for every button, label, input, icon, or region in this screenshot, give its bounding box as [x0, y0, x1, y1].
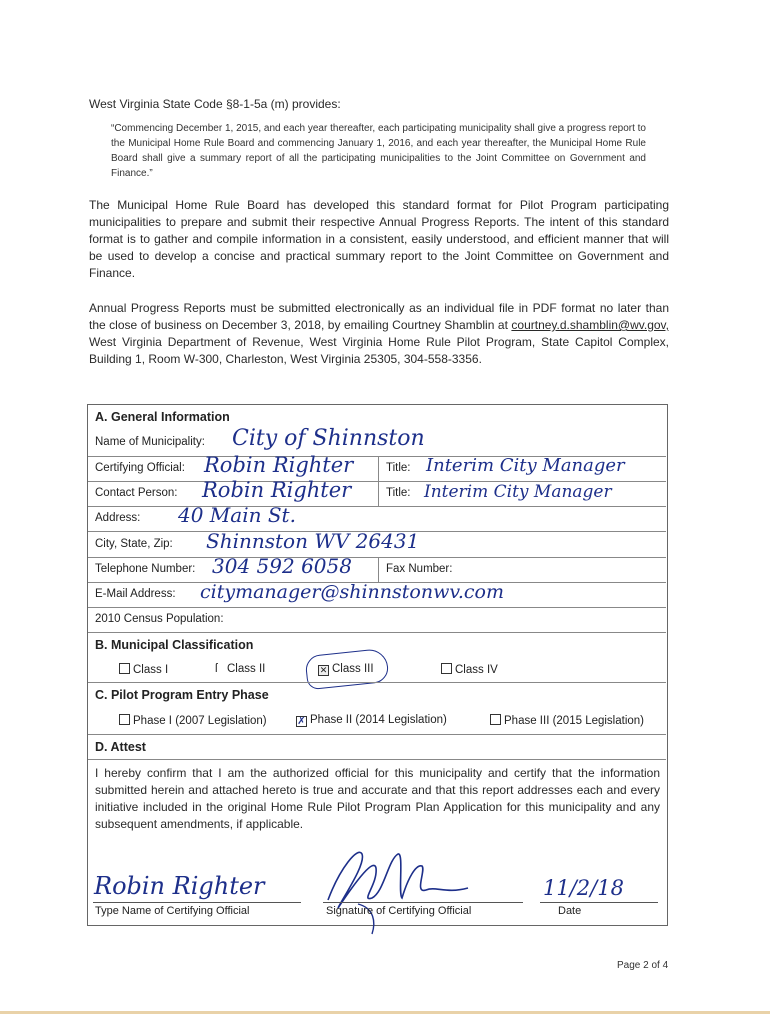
- submission-text-b: West Virginia Department of Revenue, West Virginia Home Rule Pilot Program, State Capitol Complex, Building 1, Room W-300, Charleston, West Virginia 25305, 304-558-3356.: [89, 335, 669, 366]
- row-divider: [88, 632, 666, 633]
- signature-caption: Signature of Certifying Official: [326, 905, 472, 917]
- section-b-heading: B. Municipal Classification: [95, 638, 254, 652]
- attest-text: I hereby confirm that I am the authorized official for this municipality and certify that the information submitted herein and attached hereto is true and accurate and that this report addresses each and every initiative included in the original Home Rule Pilot Program Plan Application for this municipality and any subsequent amendments, if applicable.: [95, 766, 660, 831]
- column-divider: [378, 557, 379, 582]
- class3-label: Class III: [332, 663, 374, 675]
- email-value[interactable]: citymanager@shinnstonwv.com: [200, 581, 504, 603]
- phase3-label: Phase III (2015 Legislation): [504, 715, 645, 727]
- title-label-1: Title:: [386, 462, 411, 474]
- class1-label: Class I: [133, 664, 169, 676]
- submission-text-a: Annual Progress Reports must be submitted electronically as an individual file in PDF format no later than the close of business on December 3, 2018, by emailing Courtney Shamblin at: [89, 301, 669, 332]
- row-divider: [88, 759, 666, 760]
- address-label: Address:: [95, 512, 141, 524]
- section-d-heading: D. Attest: [95, 740, 146, 754]
- phase2-checkbox-checked[interactable]: ✗: [297, 716, 306, 727]
- city-state-zip-label: City, State, Zip:: [95, 538, 173, 550]
- contact-person-label: Contact Person:: [95, 487, 178, 499]
- phase2-option[interactable]: [296, 714, 447, 727]
- submission-paragraph: [89, 300, 669, 368]
- contact-person-value[interactable]: Robin Righter: [202, 478, 352, 502]
- name-caption: Type Name of Certifying Official: [95, 905, 250, 917]
- fax-label: Fax Number:: [386, 563, 453, 575]
- name-signature-line: [93, 902, 301, 903]
- class1-checkbox[interactable]: [119, 663, 130, 674]
- phase1-checkbox[interactable]: [119, 714, 130, 725]
- title-value-2[interactable]: Interim City Manager: [424, 482, 612, 502]
- class2-label: Class II: [227, 663, 266, 675]
- date-line: [540, 902, 658, 903]
- phase1-label: Phase I (2007 Legislation): [133, 715, 267, 727]
- census-population-label: 2010 Census Population:: [95, 613, 224, 625]
- intro-paragraph: The Municipal Home Rule Board has developed this standard format for Pilot Program participating municipalities to prepare and submit their respective Annual Progress Reports. The intent of this standard format is to gather and compile information in a consistent, easily understood, and efficient manner that will be used to develop a concise and practical summary report to the Joint Committee on Government and Finance.: [89, 198, 669, 280]
- class1-option[interactable]: [119, 663, 168, 676]
- email-label: E-Mail Address:: [95, 588, 176, 600]
- class2-option[interactable]: [215, 663, 265, 675]
- page-number: Page 2 of 4: [617, 960, 669, 971]
- official-name-value[interactable]: Robin Righter: [94, 872, 265, 900]
- email-link[interactable]: courtney.d.shamblin@wv.gov,: [511, 318, 669, 332]
- signature-mark: [318, 838, 478, 938]
- phase1-option[interactable]: [119, 714, 267, 727]
- city-state-zip-value[interactable]: Shinnston WV 26431: [206, 529, 420, 553]
- date-value[interactable]: 11/2/18: [543, 876, 624, 900]
- section-c-heading: C. Pilot Program Entry Phase: [95, 688, 269, 702]
- telephone-label: Telephone Number:: [95, 563, 196, 575]
- class4-label: Class IV: [455, 664, 498, 676]
- phase2-label: Phase II (2014 Legislation): [310, 714, 447, 726]
- telephone-value[interactable]: 304 592 6058: [212, 554, 352, 578]
- address-value[interactable]: 40 Main St.: [178, 503, 296, 527]
- title-label-2: Title:: [386, 487, 411, 499]
- signature-line: [323, 902, 523, 903]
- code-title: West Virginia State Code §8-1-5a (m) provides:: [89, 97, 341, 111]
- class4-option[interactable]: [441, 663, 498, 676]
- municipality-value[interactable]: City of Shinnston: [232, 426, 425, 451]
- bottom-edge-band: [0, 1011, 770, 1014]
- phase3-option[interactable]: [490, 714, 644, 727]
- municipality-label: Name of Municipality:: [95, 436, 205, 448]
- phase3-checkbox[interactable]: [490, 714, 501, 725]
- date-caption: Date: [558, 905, 582, 917]
- section-a-heading: A. General Information: [95, 410, 230, 424]
- certifying-official-label: Certifying Official:: [95, 462, 185, 474]
- row-divider: [88, 734, 666, 735]
- title-value-1[interactable]: Interim City Manager: [426, 455, 625, 476]
- certifying-official-value[interactable]: Robin Righter: [204, 453, 354, 477]
- row-divider: [88, 557, 666, 558]
- class2-checkbox-mark[interactable]: ſ: [215, 663, 218, 675]
- row-divider: [88, 607, 666, 608]
- row-divider: [88, 682, 666, 683]
- class3-checkbox-checked[interactable]: ✕: [319, 665, 328, 675]
- code-quote: “Commencing December 1, 2015, and each year thereafter, each participating municipality shall give a progress report to the Municipal Home Rule Board and commencing January 1, 2016, and each year thereafter, the Municipal Home Rule Board shall give a summary report of all the participating municipalities to the Joint Committee on Government and Finance.”: [111, 123, 646, 179]
- row-divider: [88, 506, 666, 507]
- class4-checkbox[interactable]: [441, 663, 452, 674]
